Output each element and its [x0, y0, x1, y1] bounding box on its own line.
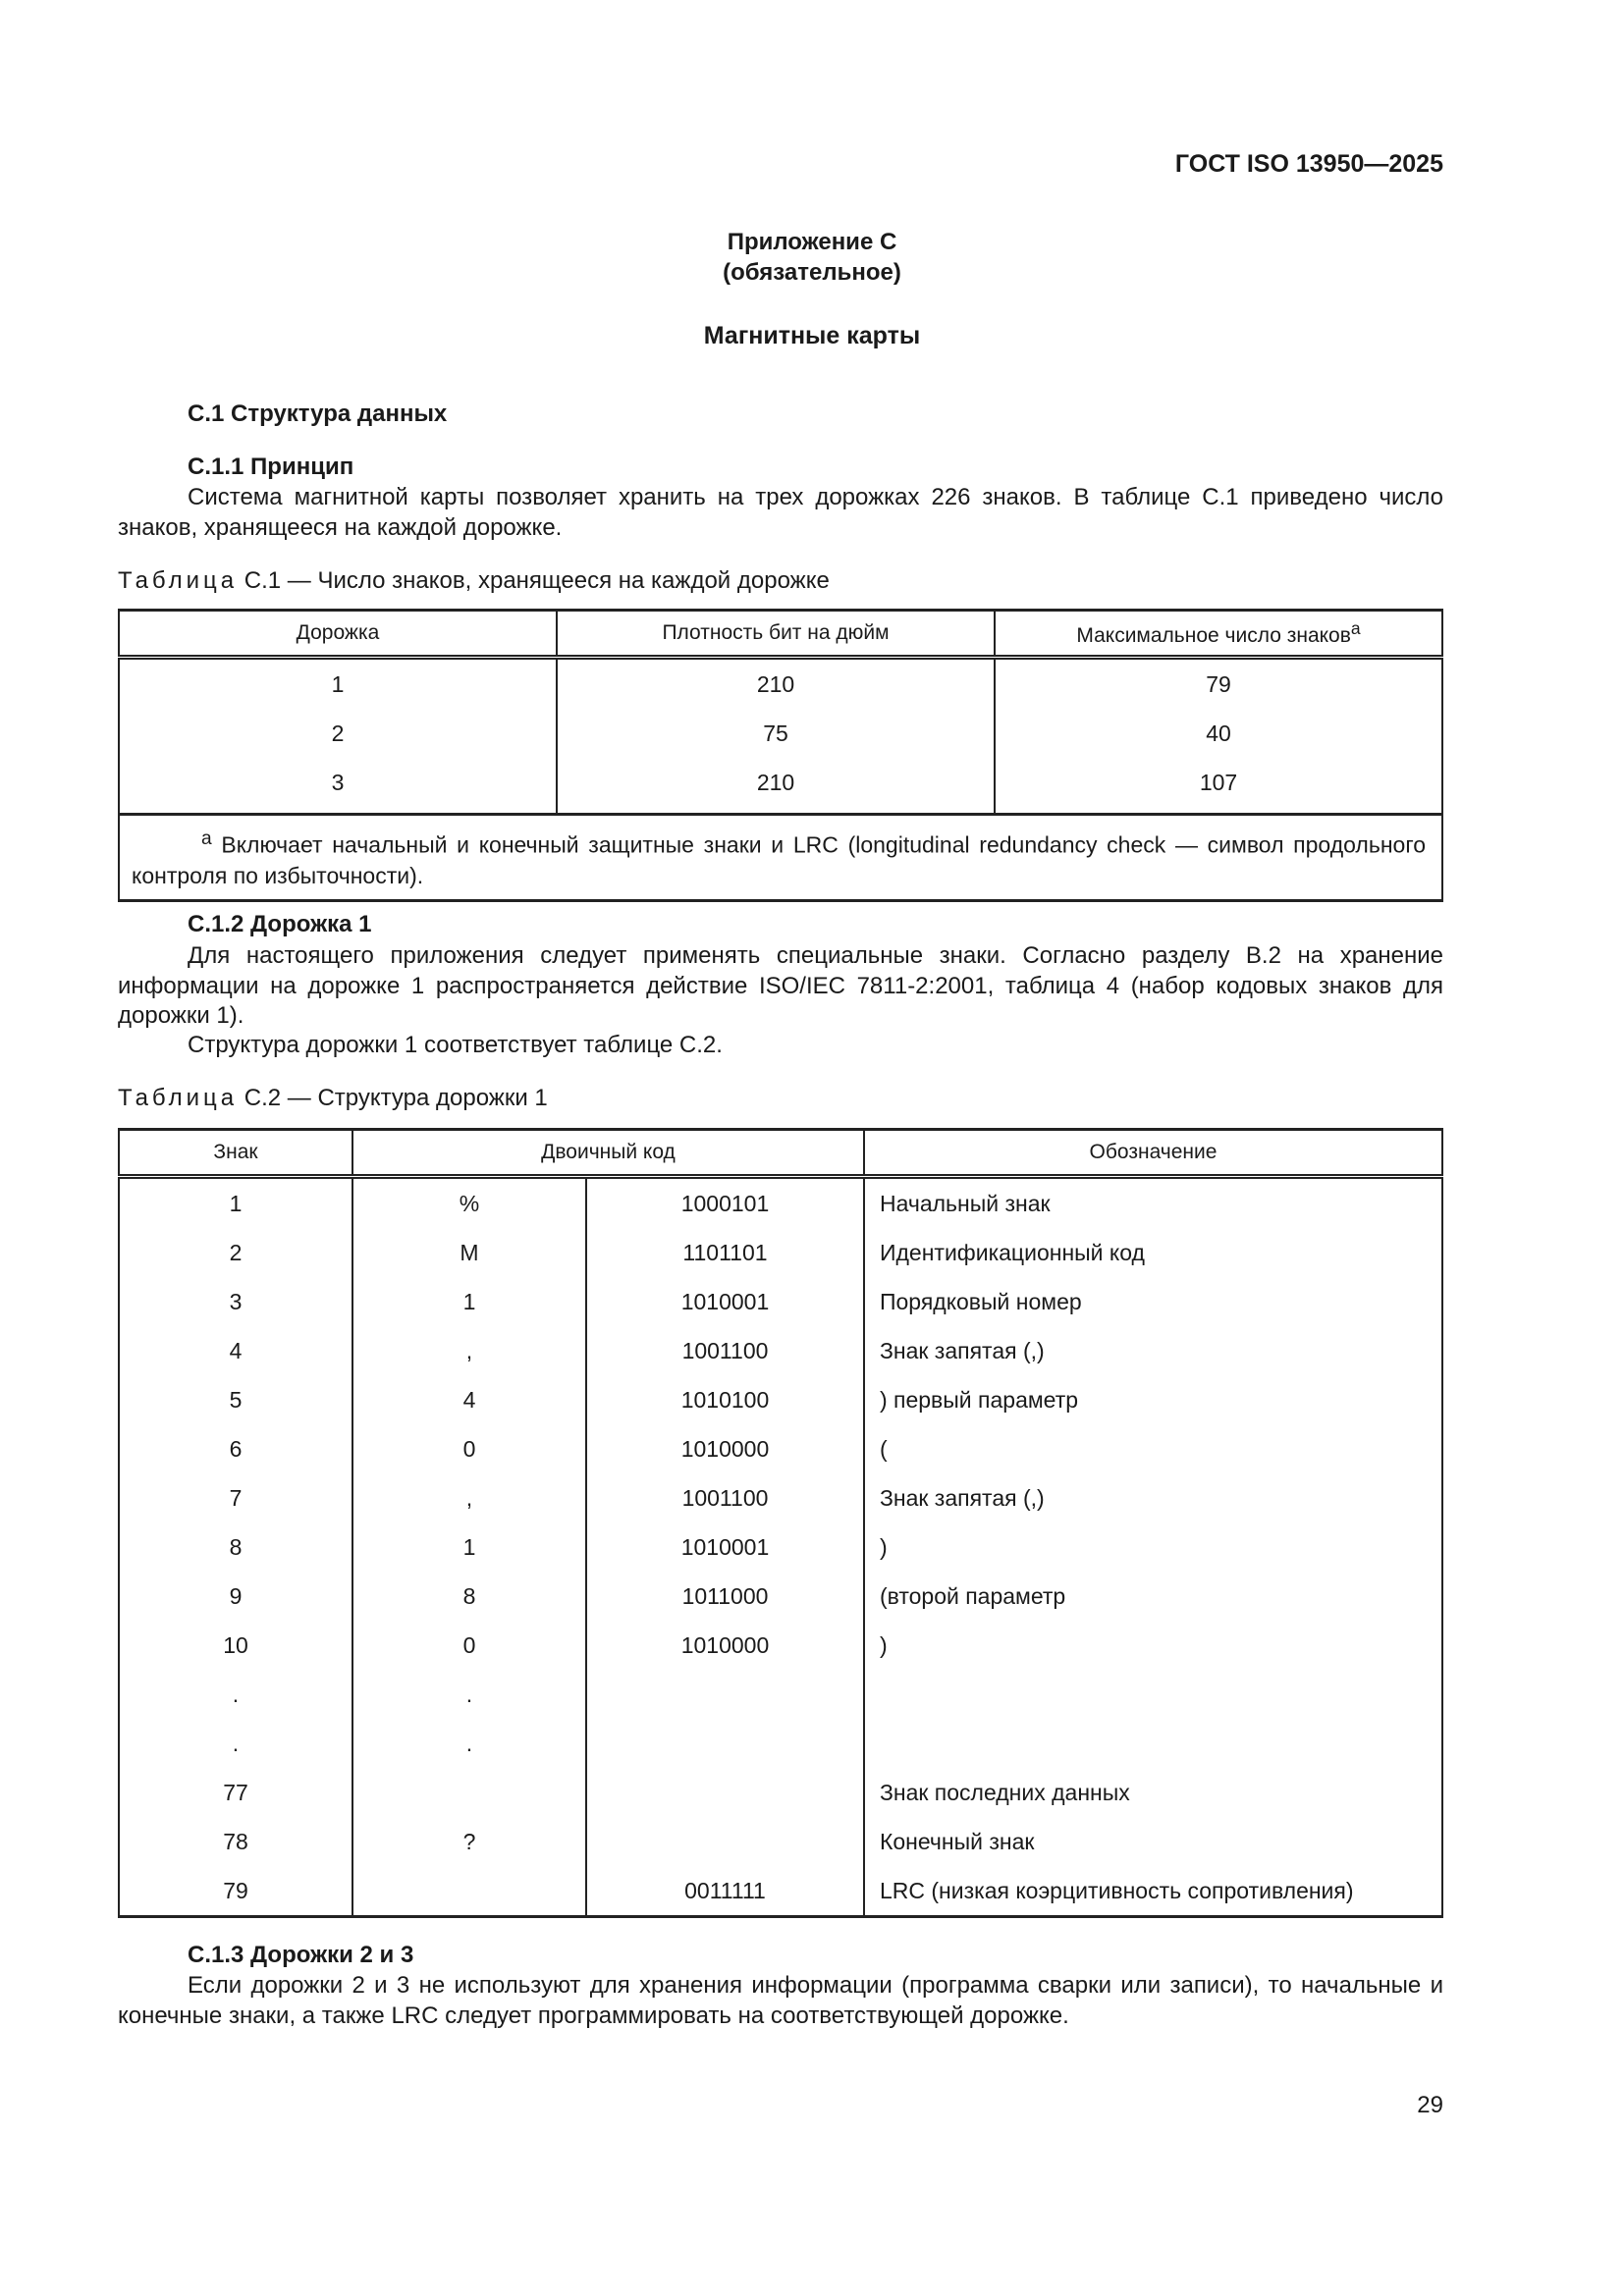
- col-header: [995, 611, 1442, 658]
- document-id: ГОСТ ISO 13950—2025: [1174, 150, 1443, 178]
- cell: 3: [119, 1277, 352, 1326]
- cell: [586, 1719, 864, 1768]
- caption-text: С.2 — Структура дорожки 1: [244, 1085, 548, 1111]
- table-row: [119, 1473, 1442, 1522]
- cell: 5: [119, 1375, 352, 1424]
- table1-caption: [118, 566, 830, 597]
- cell: M: [352, 1228, 586, 1277]
- cell: 1001100: [586, 1473, 864, 1522]
- col-header: Знак: [119, 1130, 352, 1177]
- annex-subject: Магнитные карты: [703, 322, 921, 349]
- table-row: [119, 1326, 1442, 1375]
- table-row: [119, 1424, 1442, 1473]
- cell: 6: [119, 1424, 352, 1473]
- paragraph-c11: Система магнитной карты позволяет хранить на трех дорожках 226 знаков. В таблице С.1 приведено число знаков, хранящееся на каждой дорожке.: [118, 484, 1443, 541]
- cell: 8: [352, 1572, 586, 1621]
- table-row: [119, 1670, 1442, 1719]
- table-c1: [118, 609, 1443, 902]
- cell: 1010000: [586, 1621, 864, 1670]
- cell: .: [119, 1719, 352, 1768]
- cell: 7: [119, 1473, 352, 1522]
- cell: 1010001: [586, 1522, 864, 1572]
- cell: [352, 1768, 586, 1817]
- cell: 1: [352, 1522, 586, 1572]
- cell: (второй параметр: [864, 1572, 1442, 1621]
- cell: 78: [119, 1817, 352, 1866]
- col-header: Двоичный код: [352, 1130, 864, 1177]
- col-header-text: Максимальное число знаков: [1076, 624, 1351, 647]
- cell: 9: [119, 1572, 352, 1621]
- footnote-text: Включает начальный и конечный защитные знаки и LRC (longitudinal redundancy check — символ продольного контроля по избыточности).: [132, 831, 1426, 888]
- cell: 1011000: [586, 1572, 864, 1621]
- cell: [352, 1866, 586, 1917]
- cell: 1101101: [586, 1228, 864, 1277]
- cell: Идентификационный код: [864, 1228, 1442, 1277]
- cell: 1001100: [586, 1326, 864, 1375]
- cell: Начальный знак: [864, 1177, 1442, 1229]
- page-number: 29: [1417, 2092, 1443, 2118]
- table-row: [119, 758, 1442, 815]
- cell: Знак запятая (,): [864, 1473, 1442, 1522]
- cell: 1: [352, 1277, 586, 1326]
- cell: 79: [119, 1866, 352, 1917]
- paragraph-c12-1: Для настоящего приложения следует применять специальные знаки. Согласно разделу В.2 на хранение информации на дорожке 1 распространяется действие ISO/IEC 7811-2:2001, таблица 4 (набор кодовых знаков для дорожки 1).: [118, 942, 1443, 1029]
- col-header: Плотность бит на дюйм: [557, 611, 995, 658]
- cell: [586, 1670, 864, 1719]
- cell: Порядковый номер: [864, 1277, 1442, 1326]
- cell: 2: [119, 1228, 352, 1277]
- cell: Конечный знак: [864, 1817, 1442, 1866]
- cell: 75: [557, 709, 995, 758]
- cell: .: [119, 1670, 352, 1719]
- cell: .: [352, 1670, 586, 1719]
- caption-text: С.1 — Число знаков, хранящееся на каждой дорожке: [244, 567, 830, 594]
- cell: 3: [119, 758, 557, 815]
- cell: ) первый параметр: [864, 1375, 1442, 1424]
- annex-status: (обязательное): [723, 259, 901, 286]
- cell: 1000101: [586, 1177, 864, 1229]
- cell: 1010001: [586, 1277, 864, 1326]
- cell: 8: [119, 1522, 352, 1572]
- col-header: Дорожка: [119, 611, 557, 658]
- table-row: [119, 1228, 1442, 1277]
- cell: 0011111: [586, 1866, 864, 1917]
- cell: 210: [557, 758, 995, 815]
- col-header: Обозначение: [864, 1130, 1442, 1177]
- cell: 4: [119, 1326, 352, 1375]
- cell: ,: [352, 1326, 586, 1375]
- table-row: [119, 1277, 1442, 1326]
- section-heading-c12: С.1.2 Дорожка 1: [188, 911, 372, 937]
- cell: ): [864, 1522, 1442, 1572]
- table-row: [119, 1572, 1442, 1621]
- footnote-cell: [119, 815, 1442, 901]
- cell: 79: [995, 658, 1442, 710]
- annex-title: Приложение С: [727, 229, 897, 255]
- table-row: [119, 1866, 1442, 1917]
- cell: Знак запятая (,): [864, 1326, 1442, 1375]
- cell: 10: [119, 1621, 352, 1670]
- cell: ): [864, 1621, 1442, 1670]
- caption-label: Таблица: [118, 1085, 239, 1111]
- footnote-marker: a: [201, 828, 212, 849]
- cell: 2: [119, 709, 557, 758]
- cell: 0: [352, 1621, 586, 1670]
- cell: (: [864, 1424, 1442, 1473]
- cell: Знак последних данных: [864, 1768, 1442, 1817]
- table-row: [119, 1375, 1442, 1424]
- section-heading-c11: С.1.1 Принцип: [188, 454, 354, 480]
- cell: .: [352, 1719, 586, 1768]
- table-row: [119, 1177, 1442, 1229]
- cell: 40: [995, 709, 1442, 758]
- cell: 1: [119, 658, 557, 710]
- table-row: [119, 1768, 1442, 1817]
- cell: ?: [352, 1817, 586, 1866]
- cell: 1010000: [586, 1424, 864, 1473]
- paragraph-c13: Если дорожки 2 и 3 не используют для хранения информации (программа сварки или записи), то начальные и конечные знаки, а также LRC следует программировать на соответствующей дорожке.: [118, 1972, 1443, 2029]
- cell: 1: [119, 1177, 352, 1229]
- table-row: [119, 1817, 1442, 1866]
- section-heading-c13: С.1.3 Дорожки 2 и 3: [188, 1942, 414, 1968]
- cell: 4: [352, 1375, 586, 1424]
- cell: ,: [352, 1473, 586, 1522]
- table2-caption: [118, 1084, 548, 1114]
- cell: 1010100: [586, 1375, 864, 1424]
- cell: 0: [352, 1424, 586, 1473]
- table-row: [119, 1522, 1442, 1572]
- cell: [586, 1768, 864, 1817]
- cell: %: [352, 1177, 586, 1229]
- table-row: [119, 1621, 1442, 1670]
- cell: 210: [557, 658, 995, 710]
- table-header-row: [119, 611, 1442, 658]
- cell: 77: [119, 1768, 352, 1817]
- paragraph-c12-2: Структура дорожки 1 соответствует таблице С.2.: [188, 1032, 723, 1058]
- table-row: [119, 658, 1442, 710]
- table-row: [119, 1719, 1442, 1768]
- table-row: [119, 709, 1442, 758]
- footnote-row: [119, 815, 1442, 901]
- caption-label: Таблица: [118, 567, 239, 594]
- table-header-row: [119, 1130, 1442, 1177]
- cell: [864, 1670, 1442, 1719]
- cell: 107: [995, 758, 1442, 815]
- footnote-marker: a: [1350, 618, 1361, 638]
- table-c2: [118, 1128, 1443, 1918]
- cell: [864, 1719, 1442, 1768]
- cell: [586, 1817, 864, 1866]
- cell: LRC (низкая коэрцитивность сопротивления): [864, 1866, 1442, 1917]
- section-heading-c1: С.1 Структура данных: [188, 400, 448, 427]
